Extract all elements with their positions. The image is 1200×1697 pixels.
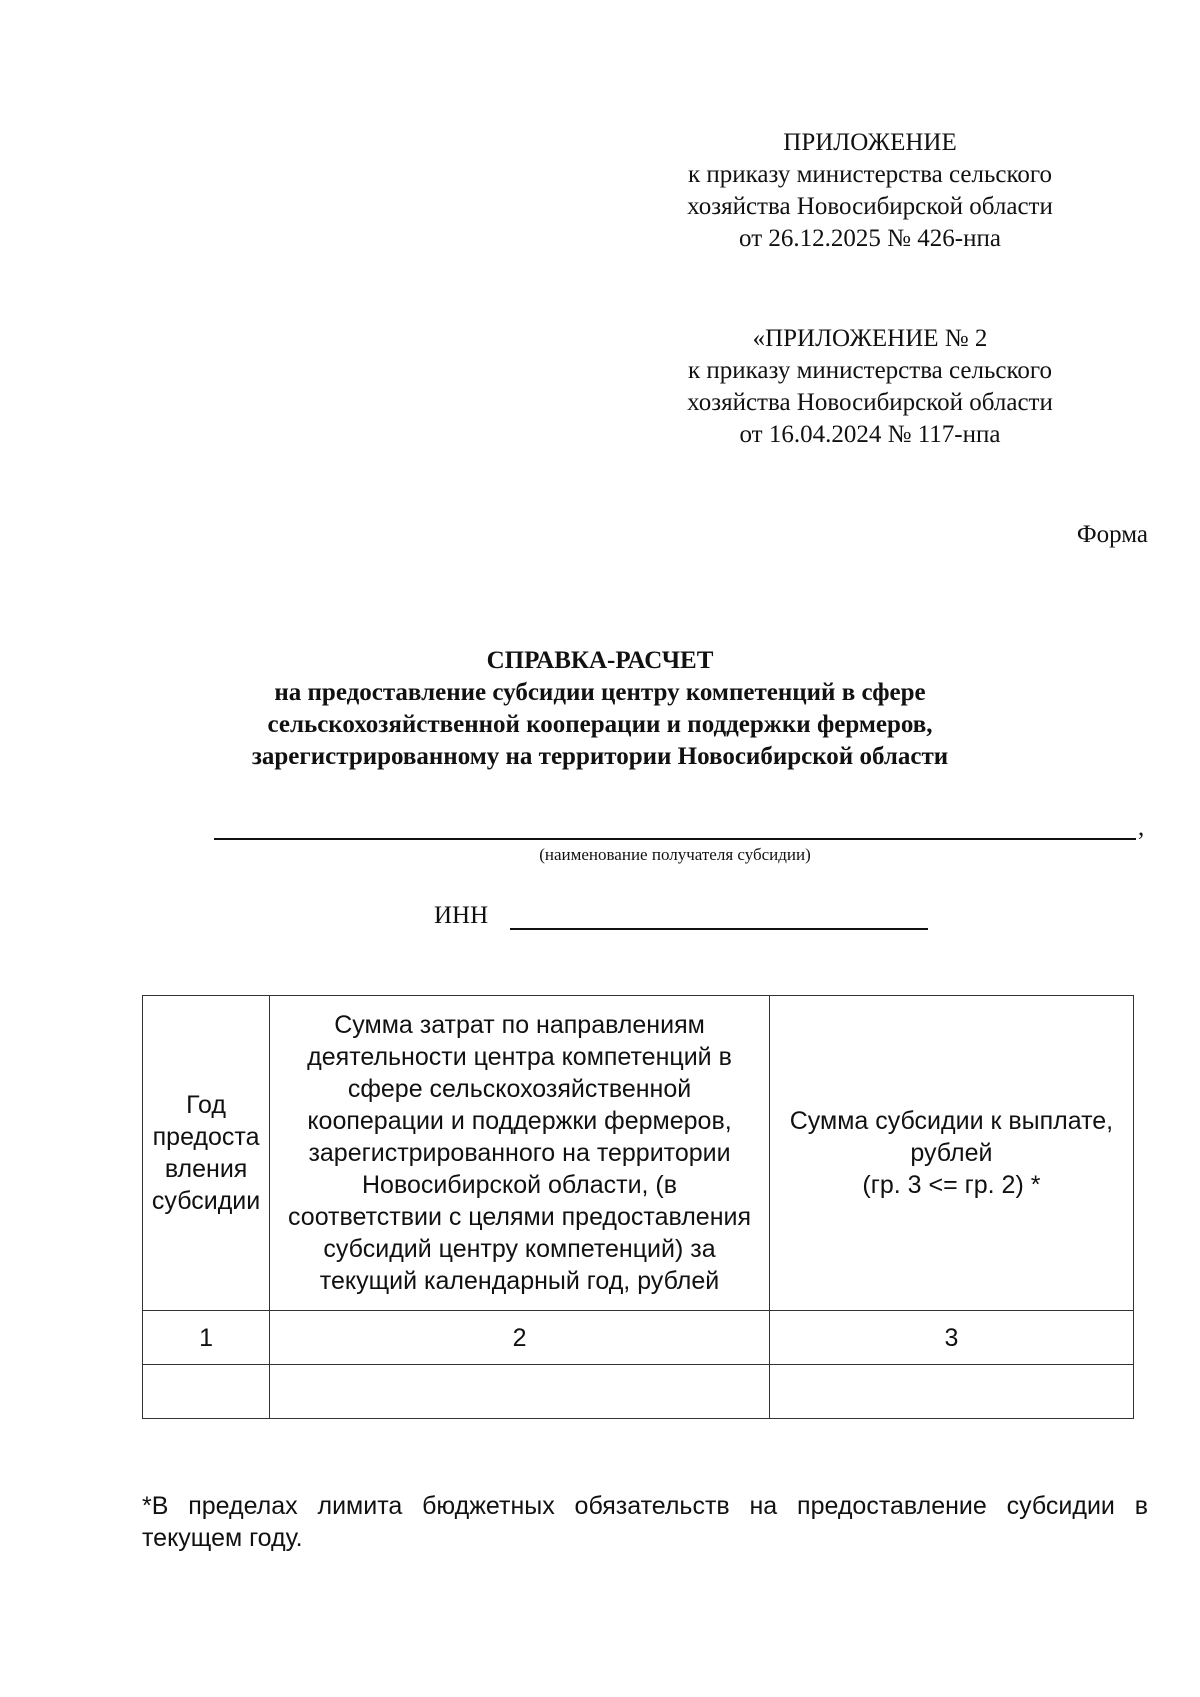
header-text-line: соответствии с целями предоставления [288,1203,752,1231]
header-text-line: вления [164,1155,248,1183]
costs-input-cell[interactable] [270,1365,770,1419]
document-heading: СПРАВКА-РАСЧЕТ [486,647,714,674]
header-text-line: текущий календарный год, рублей [319,1267,720,1295]
footnote: *В пределах лимита бюджетных обязательств на предоставление субсидии в текущем году. [142,1492,1148,1552]
document-subtitle-line: зарегистрированному на территории Новосибирской области [251,743,949,770]
header-text-line: рублей [910,1139,993,1167]
appendix-original-line: хозяйства Новосибирской области [687,389,1053,416]
appendix-current-line: от 26.12.2025 № 426-нпа [739,225,1001,252]
header-text-line: Сумма затрат по направлениям [334,1011,705,1039]
year-input-cell[interactable] [143,1365,270,1419]
header-text-line: Новосибирской области, (в [361,1171,678,1199]
appendix-original-line: к приказу министерства сельского [687,357,1052,384]
recipient-comma: , [1138,814,1145,841]
header-text-line: субсидий центру компетенций) за [323,1235,716,1263]
header-text-line: Сумма субсидии к выплате, [789,1107,1114,1135]
appendix-current-line: к приказу министерства сельского [687,161,1052,188]
header-cell-costs [270,996,770,1311]
appendix-current-line: ПРИЛОЖЕНИЕ [783,129,957,156]
document-title [100,645,1100,773]
header-text-line: предоста [152,1123,260,1151]
column-number-cell: 1 [143,1311,270,1365]
column-number-row [143,1311,1134,1365]
appendix-original-header [620,323,1120,451]
document-subtitle-line: сельскохозяйственной кооперации и поддержки фермеров, [267,711,933,738]
header-text-line: (гр. 3 <= гр. 2) * [862,1171,1041,1199]
subsidy-input-cell[interactable] [769,1365,1133,1419]
table-header-row [143,996,1134,1311]
header-text-line: субсидии [151,1187,261,1215]
header-cell-subsidy [769,996,1133,1311]
header-text-line: зарегистрированного на территории [308,1139,731,1167]
appendix-original-line: «ПРИЛОЖЕНИЕ № 2 [752,325,988,352]
recipient-name-field[interactable] [214,838,1136,840]
column-number-cell: 2 [270,1311,770,1365]
header-text-line: кооперации и поддержки фермеров, [307,1107,732,1135]
document-subtitle-line: на предоставление субсидии центру компетенций в сфере [274,679,926,706]
column-number-cell: 3 [769,1311,1133,1365]
inn-field[interactable] [510,928,928,930]
header-text-line: сфере сельскохозяйственной [347,1075,692,1103]
recipient-caption: (наименование получателя субсидии) [539,845,811,864]
appendix-original-line: от 16.04.2024 № 117-нпа [739,421,1001,448]
table-row [143,1365,1134,1419]
form-label: Форма [1076,521,1148,548]
appendix-current-header [620,127,1120,255]
calculation-table [142,995,1134,1419]
header-cell-year [143,996,270,1311]
header-text-line: Год [186,1091,226,1119]
inn-label: ИНН [434,902,489,929]
header-text-line: деятельности центра компетенций в [307,1043,732,1071]
appendix-current-line: хозяйства Новосибирской области [687,193,1053,220]
